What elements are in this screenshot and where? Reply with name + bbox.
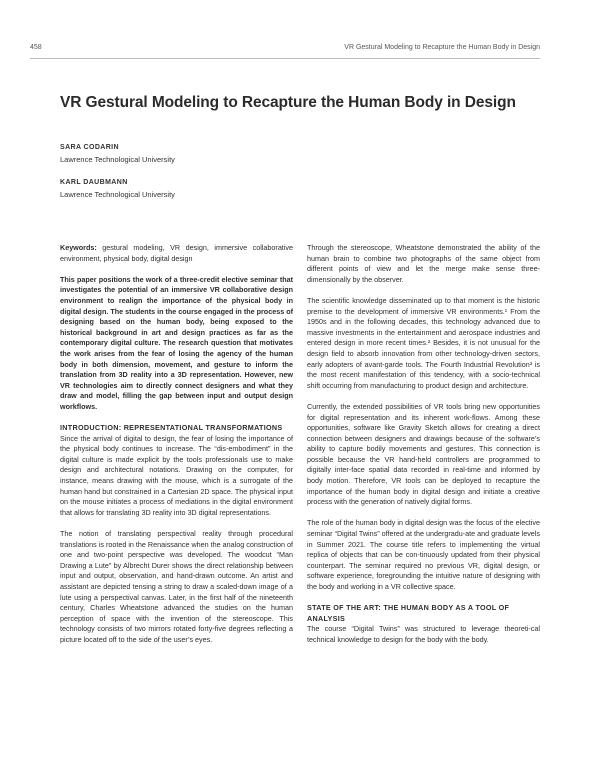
right-column [307,243,540,656]
paragraph: Currently, the extended possibilities of VR tools bring new opportunities for digital representation and its inherent work-flows. Among these opportunities, software like Gravity Sketch allows for creating a direct connection between designers and drawings because of the software’s ability to capture bodily movements and gestures. This connection is possible because the VR hand-held controllers are programmed to digitally inter-face spatial data recorded in real-time and informed by body motion. Therefore, VR tools can be deployed to recapture the importance of the human body in digital design and initiate a creative process with the generation of natively digital forms. [307,401,540,507]
section-heading: INTRODUCTION: REPRESENTATIONAL TRANSFORMATIONS [60,423,283,433]
paragraph: The course “Digital Twins” was structured to leverage theoreti-cal technical knowledge to design for the body with the body. [307,624,540,644]
page-number: 458 [30,44,42,51]
author-affiliation: Lawrence Technological University [60,190,175,199]
paragraph: Since the arrival of digital to design, the fear of losing the importance of the physical body continues to increase. The “dis-embodiment” in the digital culture is made explicit by the tools professionals use to make design and architectural notations. Drawing on the computer, for instance, means drawing with the mouse, which is a surrogate of the human hand but constrained in a Cartesian 2D space. The physical input on the mouse initiates a process of mediations in the digital environment that allows for translating 3D reality into 3D digital representations. [60,433,293,517]
paragraph: The scientific knowledge disseminated up to that moment is the historic premise to the development of immersive VR environments.¹ From the 1950s and in the following decades, this technology advanced due to massive investments in the entertainment and aerospace industries and entered design in more recent times.² Besides, it is not unusual for the design field to absorb innovation from other technology-driven sectors, early adopters of avant-garde tools. The Fourth Industrial Revolution³ is the most recent manifestation of this tendency, with a socio-technical shift occurring from manufacturing to product design and architecture. [307,295,540,390]
keywords [60,243,293,264]
author-affiliation: Lawrence Technological University [60,155,175,164]
running-header [30,40,540,59]
keywords-label: Keywords: [60,243,97,252]
keywords-text: gestural modeling, VR design, immersive collaborative environment, physical body, digital design [60,243,293,263]
paragraph: Through the stereoscope, Wheatstone demonstrated the ability of the human brain to combine two photographs of the same object from different points of view and let the merge make sense three-dimensionally by the observer. [307,243,540,284]
author-name: SARA CODARIN [60,144,119,151]
paragraph: The role of the human body in digital design was the focus of the elective seminar “Digital Twins” offered at the undergradu-ate and graduate levels in Summer 2021. The course title refers to implementing the virtual replica of objects that can be con-tinuously updated from their physical counterpart. The seminar required no previous VR, digital design, or software experience, foregrounding the intuitive nature of designing with the body and working in a VR collective space. [307,518,540,591]
running-title: VR Gestural Modeling to Recapture the Human Body in Design [344,44,540,51]
abstract: This paper positions the work of a three-credit elective seminar that investigates the potential of an immersive VR collaborative design environment to realign the importance of the physical body in digital design. The students in the course engaged in the process of designing based on the human body, being exposed to the historical background in art and design practices as far as the contemporary digital culture. The research question that motivates the work arises from the fear of losing the agency of the human body in both dimension, movement, and gesture to inform the translation from 3D reality into a 3D representation. However, new VR technologies aim to directly connect designers and what they draw and model, filling the gap between input and output design workflows. [60,274,293,411]
section-heading: STATE OF THE ART: THE HUMAN BODY AS A TOOL OF ANALYSIS [307,603,510,623]
author-name: KARL DAUBMANN [60,179,128,186]
left-column [60,243,293,656]
paper-title: VR Gestural Modeling to Recapture the Human Body in Design [60,94,516,111]
paragraph: The notion of translating perspectival reality through procedural translations is rooted in the Renaissance when the analog construction of one and two-point perspective was developed. The woodcut “Man Drawing a Lute” by Albrecht Durer shows the direct relationship between input and output, observation, and hand-drawn outcome. An artist and assistant are depicted tensing a string to draw a scaled-down image of a lute using a perspectival canvas. Later, in the first half of the nineteenth century, Charles Wheatstone advanced the studies on the human perception of space with the invention of the stereoscope. This technology consists of two mirrors rotated forty-five degrees reflecting a picture located off to the side of the user’s eyes. [60,529,293,644]
